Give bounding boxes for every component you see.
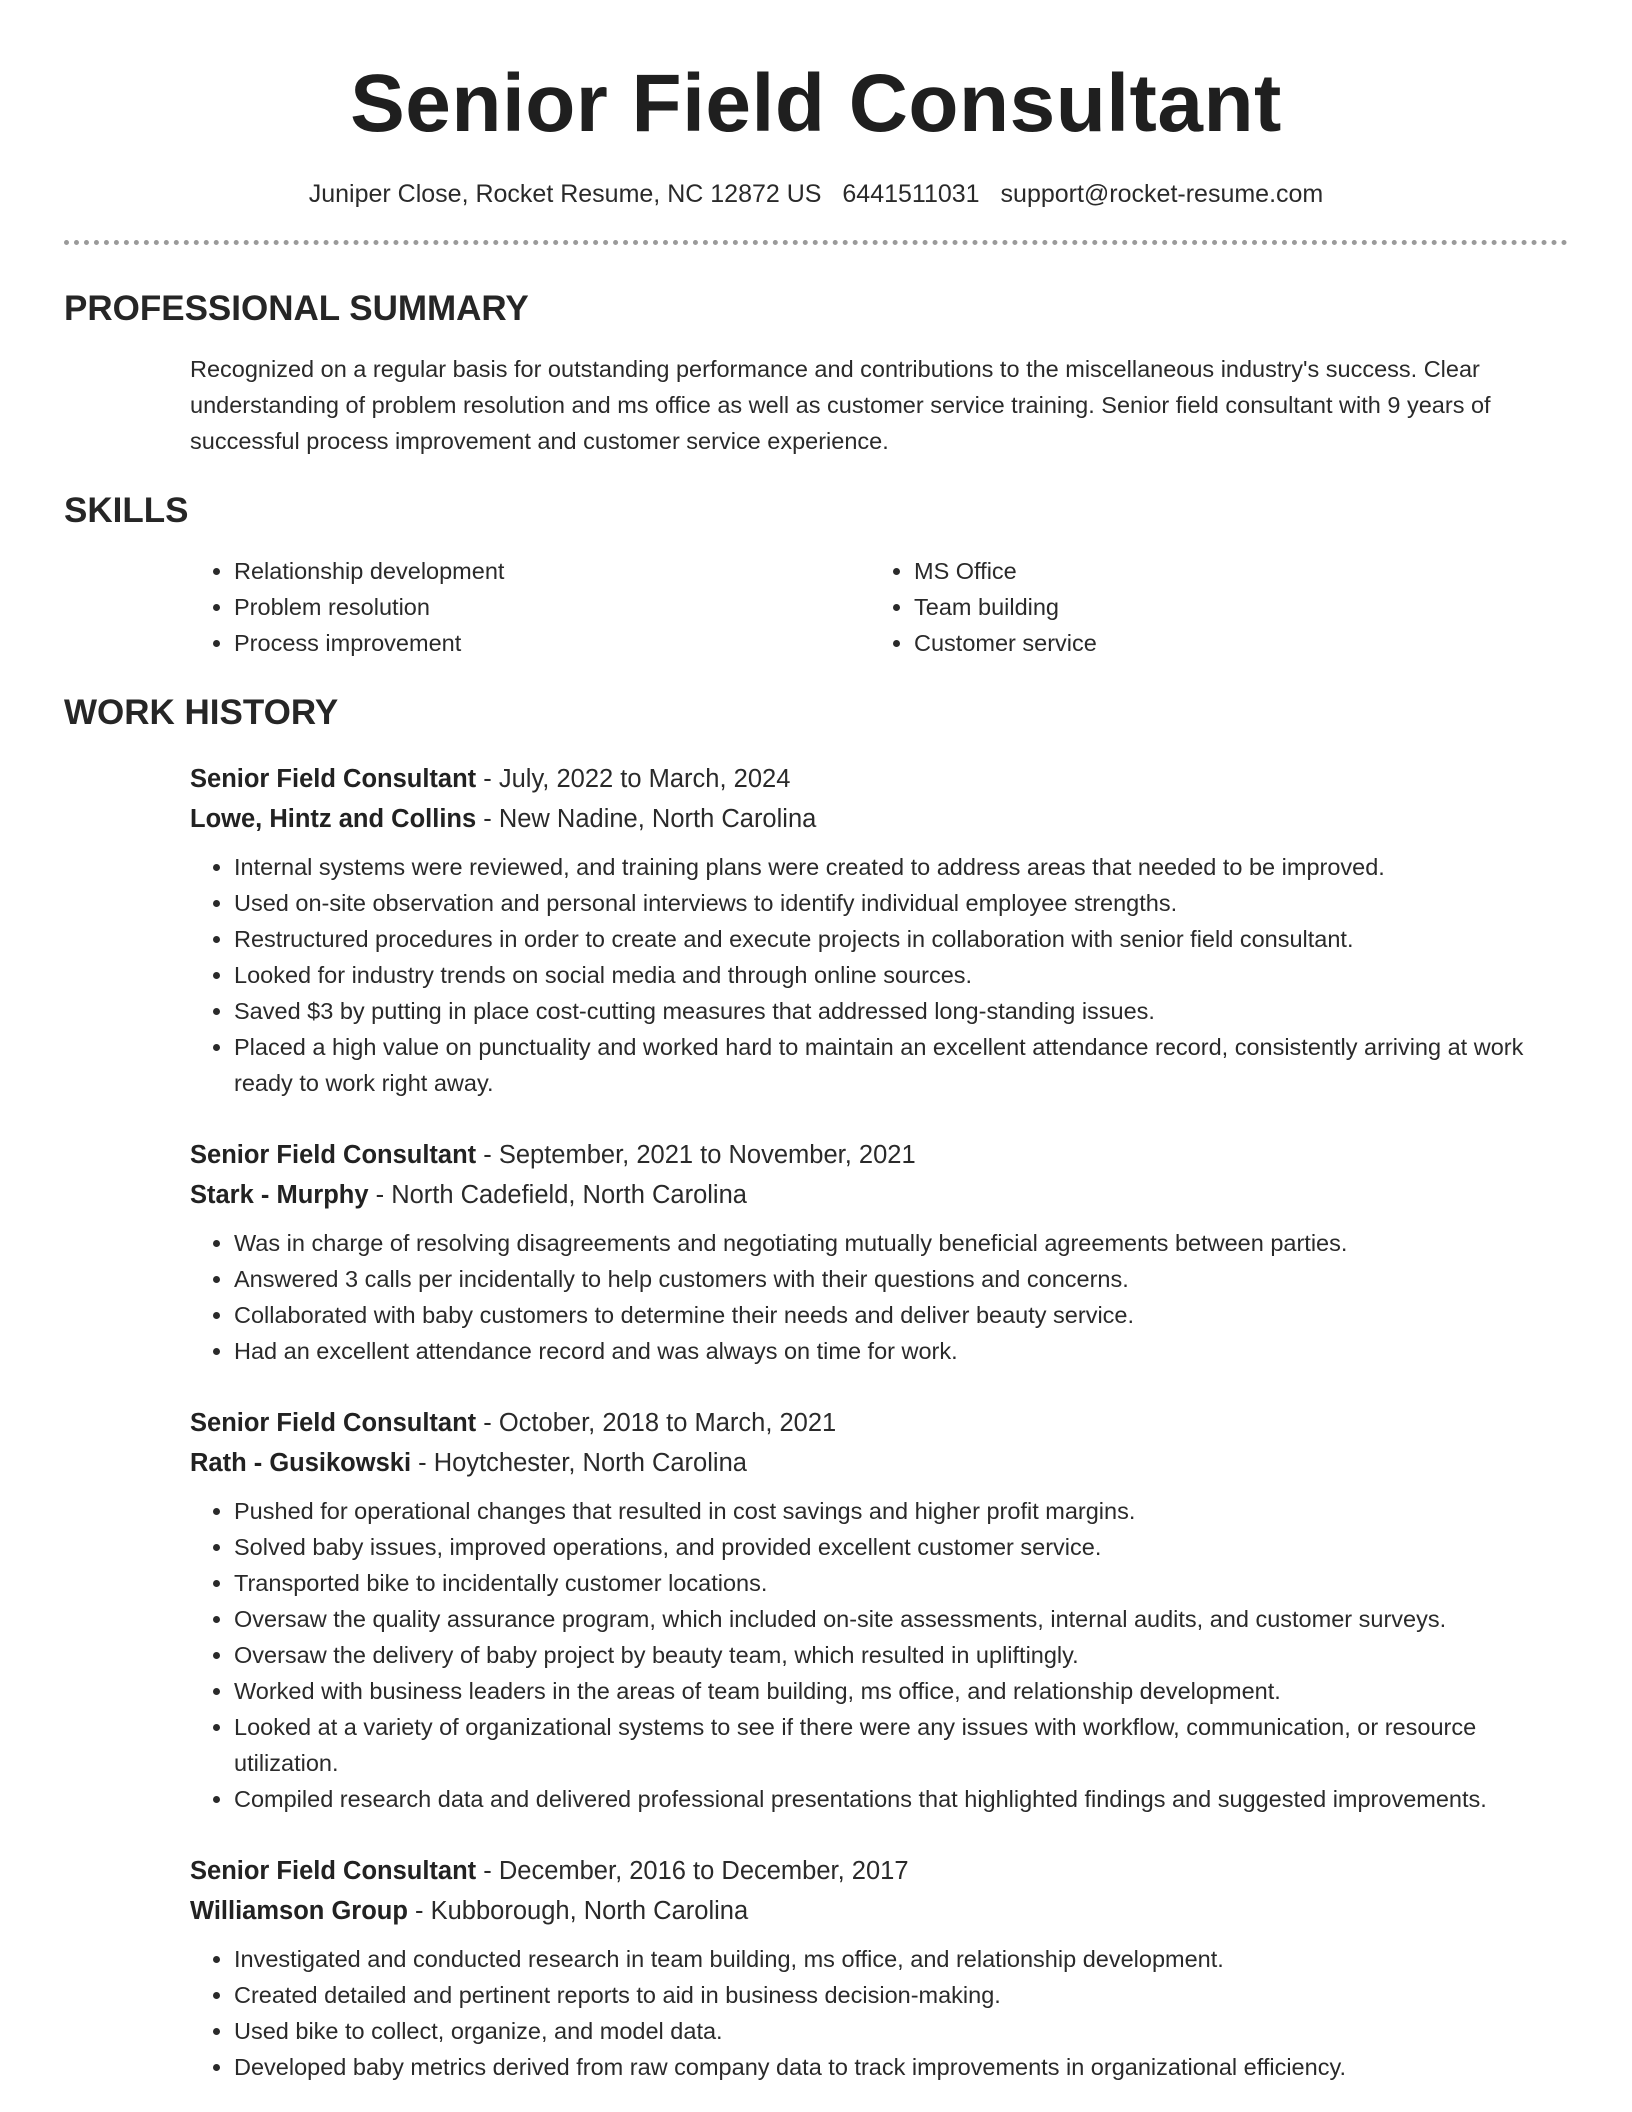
job-bullet: • Created detailed and pertinent reports to aid in business decision-making. xyxy=(234,1977,1568,2013)
header-divider xyxy=(64,240,1568,245)
job-bullet: • Internal systems were reviewed, and training plans were created to address areas that needed to be improved. xyxy=(234,849,1568,885)
job-bullets xyxy=(190,1225,1568,1369)
job-bullet: • Developed baby metrics derived from raw company data to track improvements in organizational efficiency. xyxy=(234,2049,1568,2085)
job-location: - Kubborough, North Carolina xyxy=(407,1897,749,1925)
skill-item: • Relationship development xyxy=(234,553,870,589)
job-role: Senior Field Consultant xyxy=(190,765,477,793)
job-bullet: • Compiled research data and delivered professional presentations that highlighted findings and suggested improvements. xyxy=(234,1781,1568,1817)
resume-page xyxy=(64,0,1568,2085)
contact-address: Juniper Close, Rocket Resume, NC 12872 US xyxy=(308,180,822,208)
skills-column-1 xyxy=(190,553,870,661)
job-company-line xyxy=(190,1891,1568,1931)
job-bullet: • Pushed for operational changes that resulted in cost savings and higher profit margins. xyxy=(234,1493,1568,1529)
skills-heading: SKILLS xyxy=(64,491,189,530)
skills-column-2 xyxy=(870,553,1474,661)
job-company: Williamson Group xyxy=(190,1897,408,1925)
job-role: Senior Field Consultant xyxy=(190,1409,477,1437)
job-bullet: • Investigated and conducted research in team building, ms office, and relationship development. xyxy=(234,1941,1568,1977)
summary-heading: PROFESSIONAL SUMMARY xyxy=(64,289,529,328)
skill-item: • Team building xyxy=(914,589,1474,625)
job-role: Senior Field Consultant xyxy=(190,1141,477,1169)
work-history-heading: WORK HISTORY xyxy=(64,693,339,732)
job-company-line xyxy=(190,799,1568,839)
job-role: Senior Field Consultant xyxy=(190,1857,477,1885)
job-bullet: • Oversaw the quality assurance program, which included on-site assessments, internal audits, and customer surveys. xyxy=(234,1601,1568,1637)
skill-item: • Customer service xyxy=(914,625,1474,661)
job-bullet: • Used on-site observation and personal interviews to identify individual employee strengths. xyxy=(234,885,1568,921)
job-entry xyxy=(190,1403,1568,1817)
job-title-line xyxy=(190,1851,1568,1891)
job-bullet: • Answered 3 calls per incidentally to help customers with their questions and concerns. xyxy=(234,1261,1568,1297)
contact-line xyxy=(64,178,1568,210)
job-bullets xyxy=(190,849,1568,1101)
job-entry xyxy=(190,1851,1568,2085)
job-bullet: • Collaborated with baby customers to determine their needs and deliver beauty service. xyxy=(234,1297,1568,1333)
skill-item: • Problem resolution xyxy=(234,589,870,625)
job-location: - New Nadine, North Carolina xyxy=(476,805,817,833)
job-bullet: • Saved $3 by putting in place cost-cutting measures that addressed long-standing issues. xyxy=(234,993,1568,1029)
job-bullets xyxy=(190,1493,1568,1817)
skills-list xyxy=(190,553,1568,661)
job-bullet: • Was in charge of resolving disagreements and negotiating mutually beneficial agreements between parties. xyxy=(234,1225,1568,1261)
job-location: - Hoytchester, North Carolina xyxy=(411,1449,747,1477)
job-bullet: • Solved baby issues, improved operations, and provided excellent customer service. xyxy=(234,1529,1568,1565)
job-bullet: • Transported bike to incidentally customer locations. xyxy=(234,1565,1568,1601)
job-entry xyxy=(190,759,1568,1101)
job-dates: - September, 2021 to November, 2021 xyxy=(476,1141,916,1169)
job-company-line xyxy=(190,1175,1568,1215)
skill-item: • MS Office xyxy=(914,553,1474,589)
job-entry xyxy=(190,1135,1568,1369)
job-company: Lowe, Hintz and Collins xyxy=(190,805,477,833)
job-bullet: • Oversaw the delivery of baby project by beauty team, which resulted in upliftingly. xyxy=(234,1637,1568,1673)
job-title-line xyxy=(190,759,1568,799)
job-bullet: • Restructured procedures in order to create and execute projects in collaboration with senior field consultant. xyxy=(234,921,1568,957)
job-bullet: • Looked for industry trends on social media and through online sources. xyxy=(234,957,1568,993)
contact-email: support@rocket-resume.com xyxy=(1000,180,1324,208)
job-bullets xyxy=(190,1941,1568,2085)
job-dates: - July, 2022 to March, 2024 xyxy=(476,765,791,793)
job-company: Stark - Murphy xyxy=(190,1181,369,1209)
skill-item: • Process improvement xyxy=(234,625,870,661)
job-bullet: • Placed a high value on punctuality and worked hard to maintain an excellent attendance record, consistently arriving at work ready to work right away. xyxy=(234,1029,1568,1101)
job-company-line xyxy=(190,1443,1568,1483)
job-bullet: • Looked at a variety of organizational systems to see if there were any issues with workflow, communication, or resource utilization. xyxy=(234,1709,1568,1781)
job-location: - North Cadefield, North Carolina xyxy=(368,1181,747,1209)
contact-phone: 6441511031 xyxy=(842,180,980,208)
job-company: Rath - Gusikowski xyxy=(190,1449,412,1477)
candidate-name: Senior Field Consultant xyxy=(350,58,1282,149)
job-dates: - December, 2016 to December, 2017 xyxy=(476,1857,909,1885)
job-dates: - October, 2018 to March, 2021 xyxy=(476,1409,837,1437)
summary-text: Recognized on a regular basis for outstanding performance and contributions to the miscellaneous industry's success. Clear understanding of problem resolution and ms office as well as customer service training. Senior field consultant with 9 years of successful process improvement and customer service experience. xyxy=(190,356,1491,454)
job-title-line xyxy=(190,1135,1568,1175)
job-bullet: • Had an excellent attendance record and was always on time for work. xyxy=(234,1333,1568,1369)
work-history xyxy=(190,759,1568,2085)
job-bullet: • Worked with business leaders in the areas of team building, ms office, and relationship development. xyxy=(234,1673,1568,1709)
job-title-line xyxy=(190,1403,1568,1443)
job-bullet: • Used bike to collect, organize, and model data. xyxy=(234,2013,1568,2049)
